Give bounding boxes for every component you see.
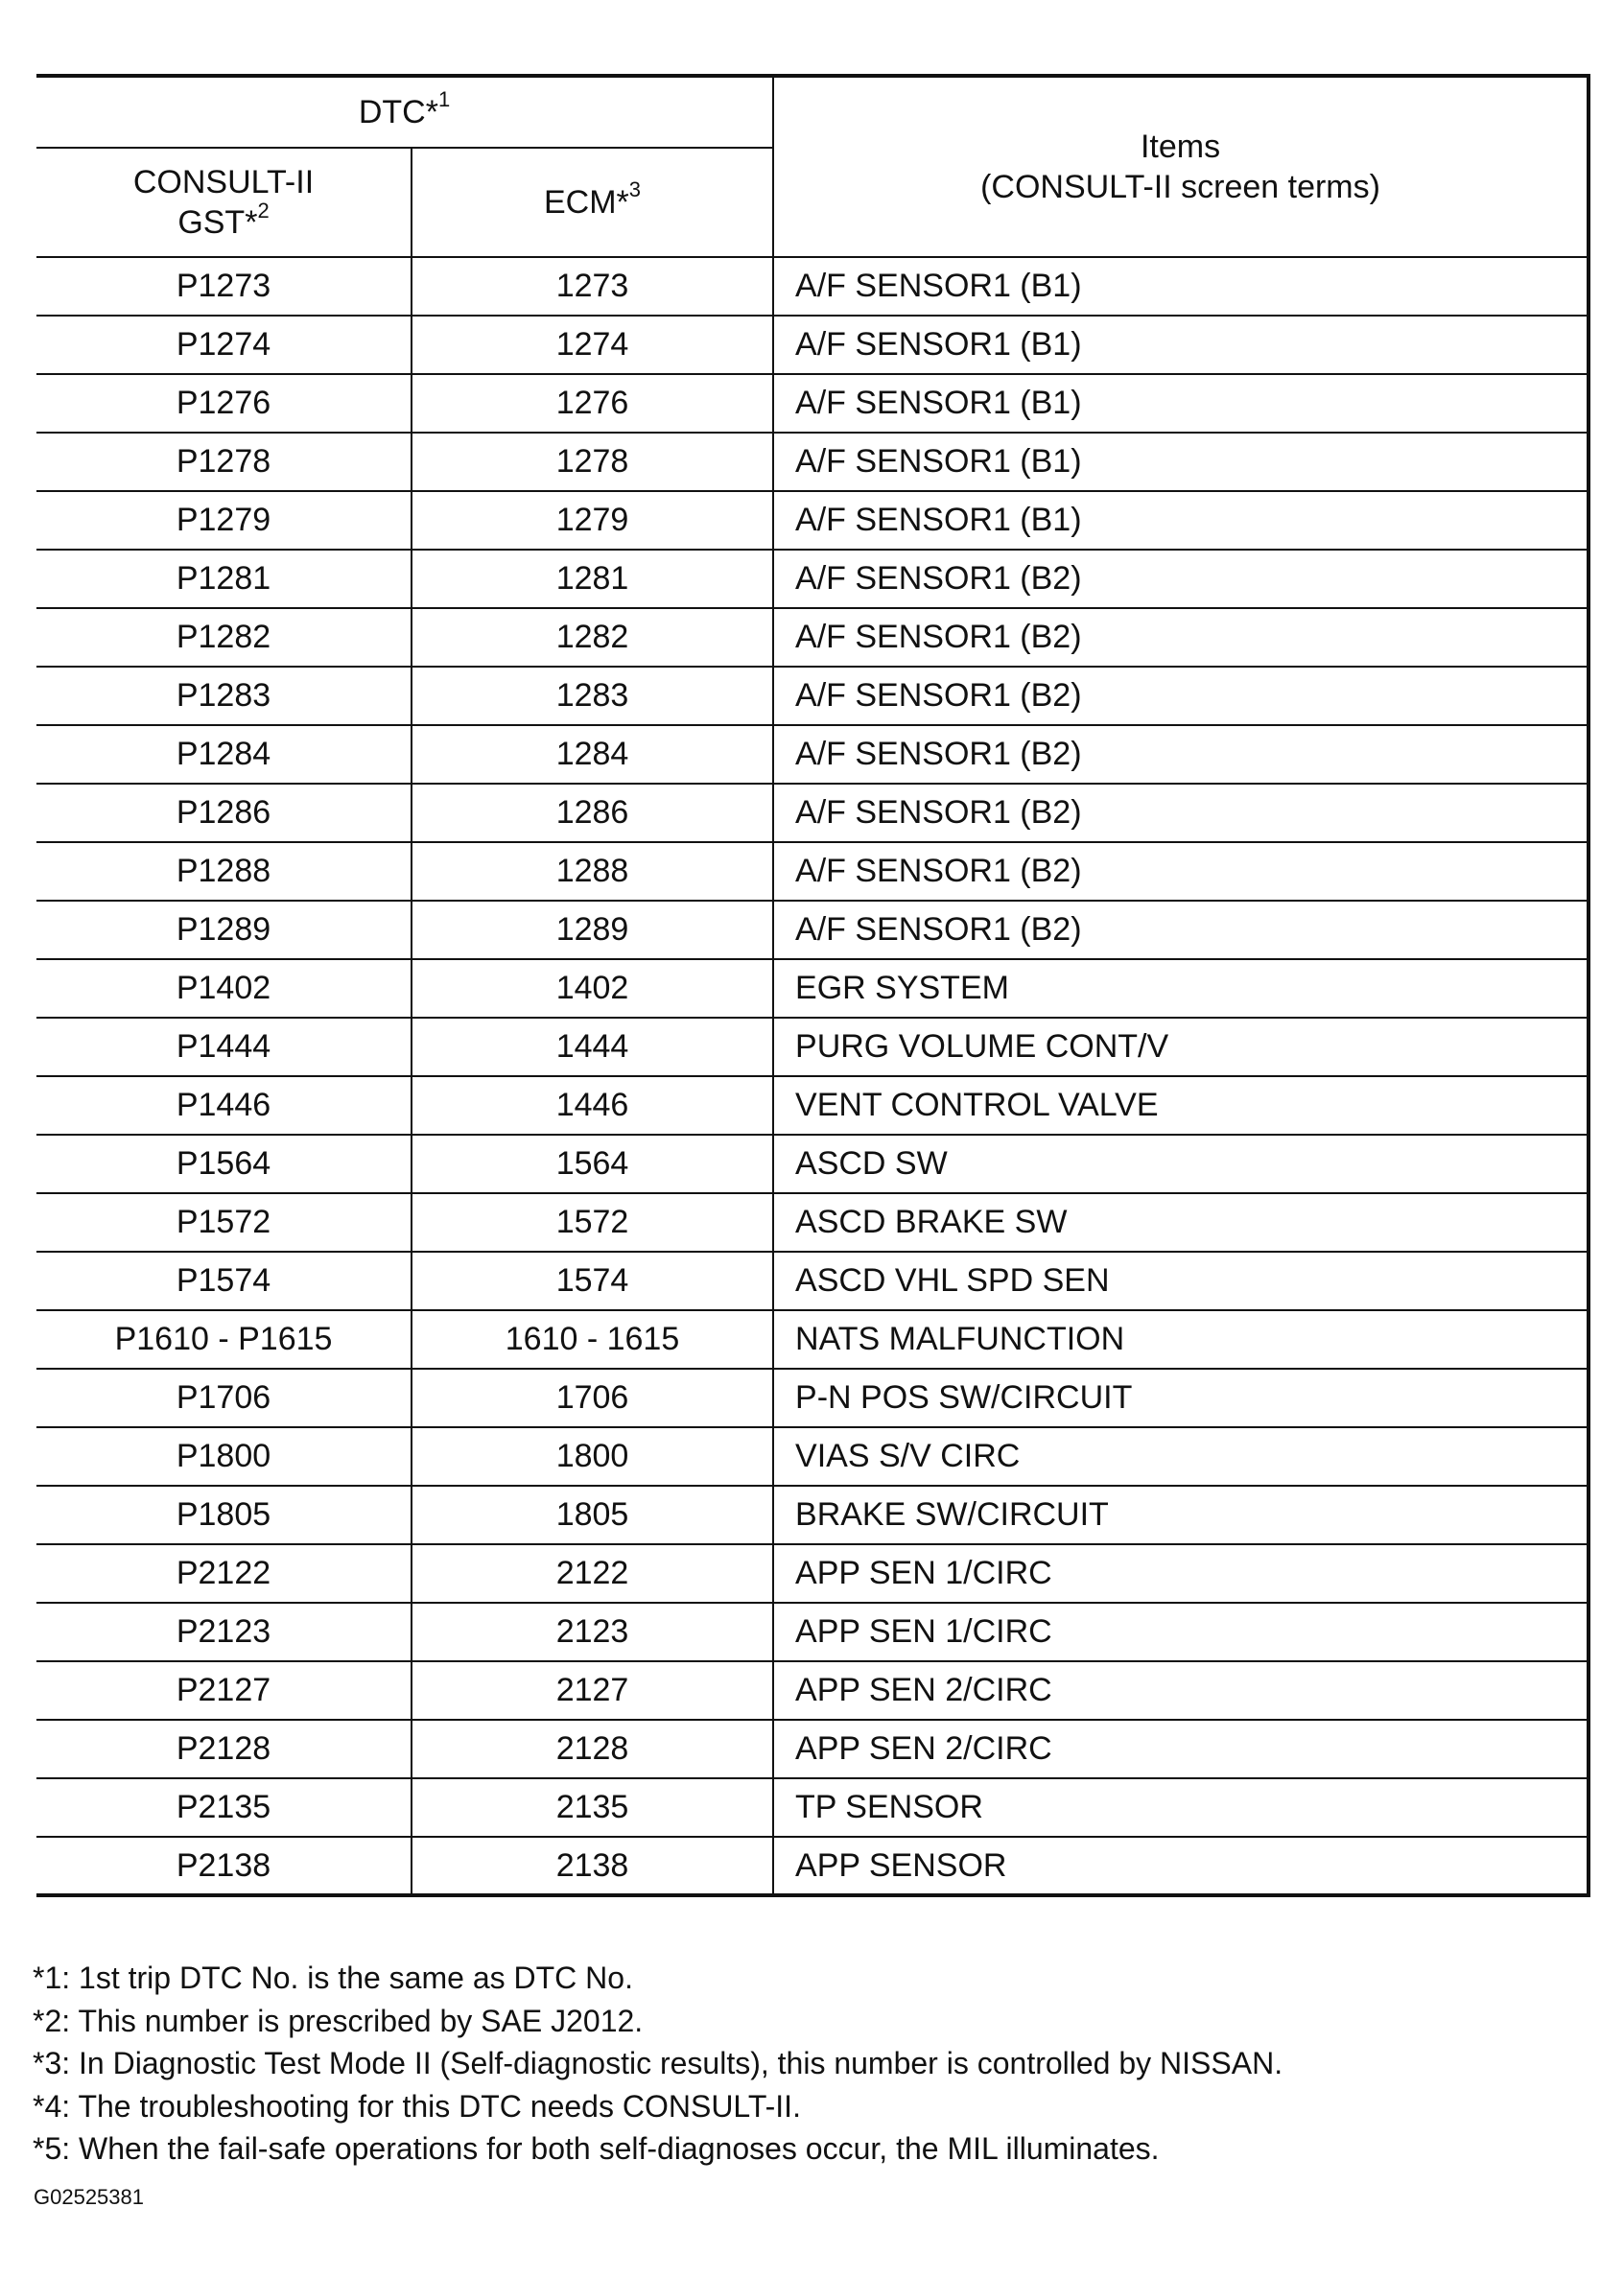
cell-item: A/F SENSOR1 (B1): [773, 374, 1589, 433]
cell-ecm-code: 1278: [412, 433, 773, 491]
table-row: [36, 433, 1589, 491]
cell-consult-code: P1574: [36, 1252, 412, 1310]
cell-ecm-code: 1805: [412, 1486, 773, 1544]
header-consult-gst: [36, 148, 412, 257]
cell-item: A/F SENSOR1 (B2): [773, 784, 1589, 842]
cell-item: ASCD VHL SPD SEN: [773, 1252, 1589, 1310]
cell-consult-code: P1402: [36, 959, 412, 1018]
cell-item: A/F SENSOR1 (B2): [773, 550, 1589, 608]
cell-item: PURG VOLUME CONT/V: [773, 1018, 1589, 1076]
table-row: [36, 257, 1589, 316]
table-row: [36, 1427, 1589, 1486]
header-items-subtitle: (CONSULT-II screen terms): [980, 169, 1380, 205]
cell-consult-code: P1281: [36, 550, 412, 608]
cell-ecm-code: 1283: [412, 667, 773, 725]
header-gst-footnote-ref: 2: [257, 198, 270, 223]
cell-item: A/F SENSOR1 (B2): [773, 608, 1589, 667]
cell-ecm-code: 1288: [412, 842, 773, 901]
cell-ecm-code: 1446: [412, 1076, 773, 1135]
table-row: [36, 1076, 1589, 1135]
cell-consult-code: P1610 - P1615: [36, 1310, 412, 1369]
header-dtc-label: DTC*: [358, 93, 438, 130]
cell-item: APP SEN 2/CIRC: [773, 1661, 1589, 1720]
cell-item: VIAS S/V CIRC: [773, 1427, 1589, 1486]
footnote-3: *3: In Diagnostic Test Mode II (Self-diagnostic results), this number is controlled by NISSAN.: [33, 2046, 1283, 2080]
cell-ecm-code: 2123: [412, 1603, 773, 1661]
table-row: [36, 374, 1589, 433]
table-row: [36, 1544, 1589, 1603]
cell-item: ASCD BRAKE SW: [773, 1193, 1589, 1252]
cell-ecm-code: 1286: [412, 784, 773, 842]
cell-ecm-code: 2135: [412, 1778, 773, 1837]
cell-ecm-code: 1800: [412, 1427, 773, 1486]
cell-ecm-code: 1279: [412, 491, 773, 550]
cell-consult-code: P1446: [36, 1076, 412, 1135]
cell-item: A/F SENSOR1 (B1): [773, 491, 1589, 550]
cell-ecm-code: 1402: [412, 959, 773, 1018]
footnote-4: *4: The troubleshooting for this DTC needs CONSULT-II.: [33, 2088, 801, 2124]
table-row: [36, 1603, 1589, 1661]
table-row: [36, 1778, 1589, 1837]
footnotes: [33, 1957, 1587, 2171]
cell-consult-code: P2138: [36, 1837, 412, 1895]
table-row: [36, 316, 1589, 374]
cell-ecm-code: 1274: [412, 316, 773, 374]
cell-ecm-code: 1282: [412, 608, 773, 667]
cell-ecm-code: 1574: [412, 1252, 773, 1310]
table-row: [36, 550, 1589, 608]
cell-item: NATS MALFUNCTION: [773, 1310, 1589, 1369]
table-row: [36, 667, 1589, 725]
cell-ecm-code: 2127: [412, 1661, 773, 1720]
cell-consult-code: P1274: [36, 316, 412, 374]
cell-item: A/F SENSOR1 (B1): [773, 316, 1589, 374]
header-dtc-footnote-ref: 1: [437, 87, 451, 112]
cell-item: A/F SENSOR1 (B2): [773, 901, 1589, 959]
table-row: [36, 1486, 1589, 1544]
cell-item: APP SENSOR: [773, 1837, 1589, 1895]
cell-ecm-code: 1444: [412, 1018, 773, 1076]
cell-item: APP SEN 2/CIRC: [773, 1720, 1589, 1778]
cell-consult-code: P1289: [36, 901, 412, 959]
cell-consult-code: P1279: [36, 491, 412, 550]
cell-consult-code: P2135: [36, 1778, 412, 1837]
table-row: [36, 1720, 1589, 1778]
table-row: [36, 1252, 1589, 1310]
cell-ecm-code: 1706: [412, 1369, 773, 1427]
cell-consult-code: P1706: [36, 1369, 412, 1427]
cell-ecm-code: 1572: [412, 1193, 773, 1252]
cell-ecm-code: 1276: [412, 374, 773, 433]
table-row: [36, 1310, 1589, 1369]
header-ecm-label: ECM*: [543, 183, 629, 221]
cell-consult-code: P2122: [36, 1544, 412, 1603]
header-ecm: [412, 148, 773, 257]
cell-consult-code: P1283: [36, 667, 412, 725]
cell-ecm-code: 1281: [412, 550, 773, 608]
cell-ecm-code: 1284: [412, 725, 773, 784]
cell-consult-code: P1805: [36, 1486, 412, 1544]
cell-item: TP SENSOR: [773, 1778, 1589, 1837]
cell-consult-code: P1282: [36, 608, 412, 667]
header-dtc: [36, 76, 773, 148]
table-row: [36, 784, 1589, 842]
cell-ecm-code: 2122: [412, 1544, 773, 1603]
cell-consult-code: P1800: [36, 1427, 412, 1486]
table-row: [36, 959, 1589, 1018]
cell-consult-code: P1278: [36, 433, 412, 491]
table-row: [36, 901, 1589, 959]
cell-item: EGR SYSTEM: [773, 959, 1589, 1018]
cell-consult-code: P1444: [36, 1018, 412, 1076]
cell-ecm-code: 1610 - 1615: [412, 1310, 773, 1369]
table-row: [36, 1661, 1589, 1720]
cell-consult-code: P2127: [36, 1661, 412, 1720]
cell-item: P-N POS SW/CIRCUIT: [773, 1369, 1589, 1427]
cell-ecm-code: 1273: [412, 257, 773, 316]
cell-item: APP SEN 1/CIRC: [773, 1603, 1589, 1661]
cell-item: BRAKE SW/CIRCUIT: [773, 1486, 1589, 1544]
cell-item: A/F SENSOR1 (B2): [773, 725, 1589, 784]
cell-item: VENT CONTROL VALVE: [773, 1076, 1589, 1135]
cell-consult-code: P2123: [36, 1603, 412, 1661]
cell-consult-code: P1286: [36, 784, 412, 842]
cell-ecm-code: 1289: [412, 901, 773, 959]
cell-consult-code: P1284: [36, 725, 412, 784]
cell-ecm-code: 2138: [412, 1837, 773, 1895]
table-header: [36, 76, 1589, 257]
cell-consult-code: P1276: [36, 374, 412, 433]
cell-ecm-code: 2128: [412, 1720, 773, 1778]
cell-consult-code: P1572: [36, 1193, 412, 1252]
header-gst-label: GST*: [177, 204, 258, 241]
table-row: [36, 608, 1589, 667]
header-items-title: Items: [1140, 128, 1221, 165]
cell-consult-code: P1564: [36, 1135, 412, 1193]
dtc-table: [36, 74, 1590, 1897]
cell-ecm-code: 1564: [412, 1135, 773, 1193]
cell-consult-code: P1273: [36, 257, 412, 316]
table-row: [36, 1193, 1589, 1252]
cell-item: ASCD SW: [773, 1135, 1589, 1193]
cell-item: A/F SENSOR1 (B2): [773, 667, 1589, 725]
footnote-2: *2: This number is prescribed by SAE J2012.: [33, 2003, 644, 2038]
table-row: [36, 725, 1589, 784]
cell-item: A/F SENSOR1 (B1): [773, 257, 1589, 316]
figure-code: G02525381: [34, 2185, 144, 2209]
table-row: [36, 1018, 1589, 1076]
table-row: [36, 1837, 1589, 1895]
cell-item: APP SEN 1/CIRC: [773, 1544, 1589, 1603]
table-row: [36, 842, 1589, 901]
cell-item: A/F SENSOR1 (B2): [773, 842, 1589, 901]
header-consult-label: CONSULT-II: [132, 163, 315, 200]
table-row: [36, 1135, 1589, 1193]
table-body: [36, 257, 1589, 1895]
header-ecm-footnote-ref: 3: [628, 177, 642, 202]
cell-item: A/F SENSOR1 (B1): [773, 433, 1589, 491]
table-row: [36, 491, 1589, 550]
table-row: [36, 1369, 1589, 1427]
cell-consult-code: P1288: [36, 842, 412, 901]
header-items: [773, 76, 1589, 257]
cell-consult-code: P2128: [36, 1720, 412, 1778]
footnote-1: *1: 1st trip DTC No. is the same as DTC No.: [33, 1961, 633, 1995]
footnote-5: *5: When the fail-safe operations for both self-diagnoses occur, the MIL illuminates.: [33, 2131, 1160, 2166]
